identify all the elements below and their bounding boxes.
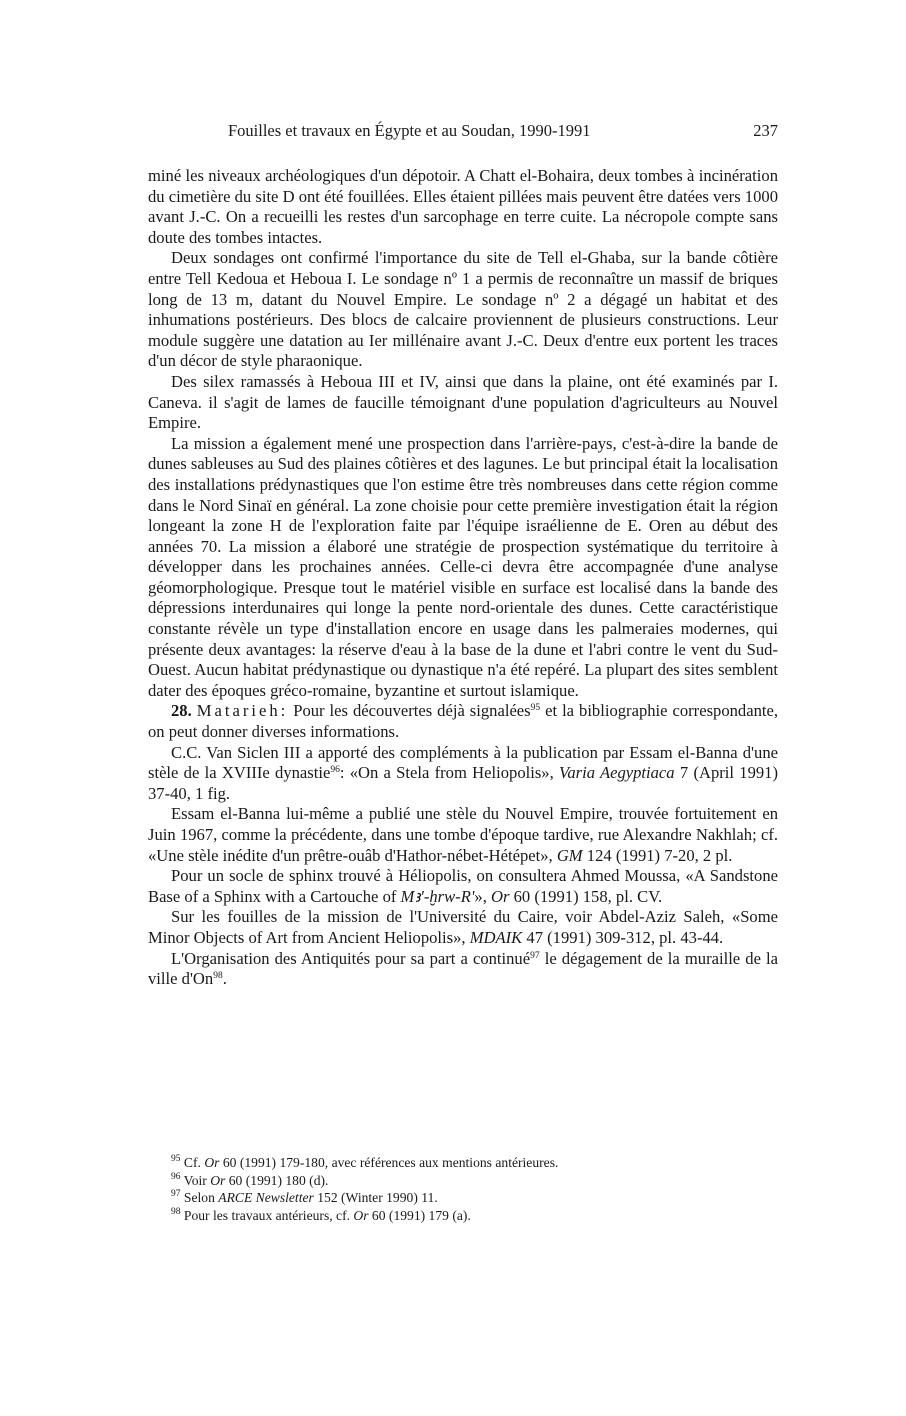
paragraph: [148, 804, 778, 866]
paragraph: Des silex ramassés à Heboua III et IV, ainsi que dans la plaine, ont été examinés par I. Caneva. il s'agit de lames de faucille témoignant d'une population d'agriculteurs au Nouvel Empire.: [148, 371, 778, 433]
text-run: Sur les fouilles de la mission de l'Université du Caire, voir Abdel-Aziz Saleh, «Some Minor Objects of Art from Ancient Heliopolis»,: [148, 907, 778, 947]
paragraph: miné les niveaux archéologiques d'un dépotoir. A Chatt el-Bohaira, deux tombes à incinération du cimetière du site D ont été fouillées. Elles étaient pillées mais peuvent être datées vers 1000 avant J.-C. On a recueilli les restes d'un sarcophage en terre cuite. La nécropole compte sans doute des tombes intactes.: [148, 166, 778, 247]
text-run: 60 (1991) 158, pl. CV.: [513, 886, 663, 906]
text-run: C.C. Van Siclen III a apporté des compléments à la publication par Essam el-Banna d'une stèle de la XVIIIe dynastie: [148, 742, 778, 783]
footnote-ref: 95: [530, 703, 541, 714]
section-number: 28.: [171, 701, 192, 721]
paragraph: La mission a également mené une prospection dans l'arrière-pays, c'est-à-dire la bande de dunes sableuses au Sud des plaines côtières et des lagunes. Le but principal était la localisation des installations prédynastiques que l'on estime être très nombreuses dans cette région comme dans le Nord Sinaï en général. La zone choisie pour cette première investigation était la région longeant la zone H de l'exploration faite par l'équipe israélienne de E. Oren au début des années 70. La mission a élaboré une stratégie de prospection systématique du territoire à développer dans les prochaines années. Celle-ci devra être accompagnée d'une analyse géomorphologique. Presque tout le matériel visible en surface est localisé dans la bande des dépressions interdunaires qui longe la pente nord-orientale des dunes. Cette caractéristique constante révèle un type d'installation encore en usage dans les palmeraies modernes, qui présente deux avantages: la réserve d'eau à la base de la dune et l'abri contre le vent du Sud-Ouest. Aucun habitat prédynastique ou dynastique n'a été repéré. La plupart des sites semblent dater des époques gréco-romaine, byzantine et surtout islamique.: [148, 433, 778, 700]
text-run: 7 (April 1991) 37-40, 1 fig.: [148, 763, 778, 803]
journal-title: Or: [204, 1155, 220, 1170]
text-run: Pour les découvertes déjà signalées: [293, 701, 531, 721]
text-run: 60 (1991) 179 (a).: [371, 1207, 471, 1223]
journal-title: Varia Aegyptiaca: [559, 763, 675, 783]
body-text: [148, 166, 778, 990]
text-run: 47 (1991) 309-312, pl. 43-44.: [526, 927, 724, 947]
journal-title: Or: [491, 886, 510, 906]
footnote-number: 96: [171, 1171, 181, 1182]
text-run: Pour les travaux antérieurs, cf.: [183, 1207, 350, 1223]
journal-title: GM: [556, 845, 583, 865]
paragraph: [148, 743, 778, 805]
paragraph: [148, 949, 778, 990]
cartouche-name: Mꜣ'-ḫrw-R': [400, 886, 475, 906]
paragraph-matarieh: [148, 701, 778, 742]
footnote: [171, 1172, 771, 1190]
footnote: [171, 1207, 771, 1225]
text-run: 124 (1991) 7-20, 2 pl.: [586, 845, 733, 865]
text-run: : «On a Stela from Heliopolis»,: [339, 763, 554, 783]
text-run: Voir: [183, 1172, 207, 1188]
footnote: [171, 1154, 771, 1172]
paragraph: Deux sondages ont confirmé l'importance du site de Tell el-Ghaba, sur la bande côtière entre Tell Kedoua et Heboua I. Le sondage nº 1 a permis de reconnaître un massif de briques long de 13 m, datant du Nouvel Empire. Le sondage nº 2 a dégagé un habitat et des inhumations postérieurs. Des blocs de calcaire proviennent de plusieurs constructions. Leur module suggère une datation au Ier millénaire avant J.-C. Deux d'entre eux portent les traces d'un décor de style pharaonique.: [148, 248, 778, 371]
footnote: [171, 1189, 771, 1207]
text-run: L'Organisation des Antiquités pour sa part a continué: [171, 948, 531, 968]
footnote-ref: 98: [213, 971, 223, 982]
footnote-ref: 97: [530, 950, 540, 961]
running-title: Fouilles et travaux en Égypte et au Soudan, 1990-1991: [228, 121, 591, 140]
paragraph: [148, 866, 778, 907]
text-run: et la bibliographie correspondante, on peut donner diverses informations.: [148, 701, 778, 742]
footnote-number: 97: [171, 1189, 181, 1200]
text-run: .: [222, 969, 227, 989]
text-run: 60 (1991) 180 (d).: [228, 1172, 329, 1188]
footnote-ref: 96: [330, 765, 340, 776]
text-run: »,: [474, 886, 487, 906]
journal-title: Or: [353, 1207, 369, 1223]
text-run: le dégagement de la muraille de la ville d'On: [148, 948, 779, 989]
journal-title: ARCE Newsletter: [218, 1190, 314, 1206]
text-run: 152 (Winter 1990) 11.: [317, 1190, 438, 1206]
text-run: Essam el-Banna lui-même a publié une stèle du Nouvel Empire, trouvée fortuitement en Juin 1967, comme la précédente, dans une tombe d'époque tardive, rue Alexandre Nakhlah; cf. «Une stèle inédite d'un prêtre-ouâb d'Hathor-nébet-Hétépet»,: [148, 804, 778, 865]
journal-title: Or: [210, 1172, 226, 1188]
text-run: Selon: [183, 1190, 215, 1206]
text-run: Cf.: [183, 1155, 201, 1170]
text-run: 60 (1991) 179-180, avec références aux mentions antérieures.: [222, 1155, 559, 1170]
paragraph: [148, 907, 778, 948]
text-run: Pour un socle de sphinx trouvé à Héliopolis, on consultera Ahmed Moussa, «A Sandstone Base of a Sphinx with a Cartouche of: [148, 866, 778, 906]
page-number: 237: [753, 121, 778, 140]
journal-title: MDAIK: [469, 927, 523, 947]
section-place: Matarieh:: [196, 701, 289, 721]
footnote-number: 98: [171, 1206, 181, 1217]
footnotes: [171, 1154, 771, 1224]
footnote-number: 95: [171, 1154, 181, 1164]
